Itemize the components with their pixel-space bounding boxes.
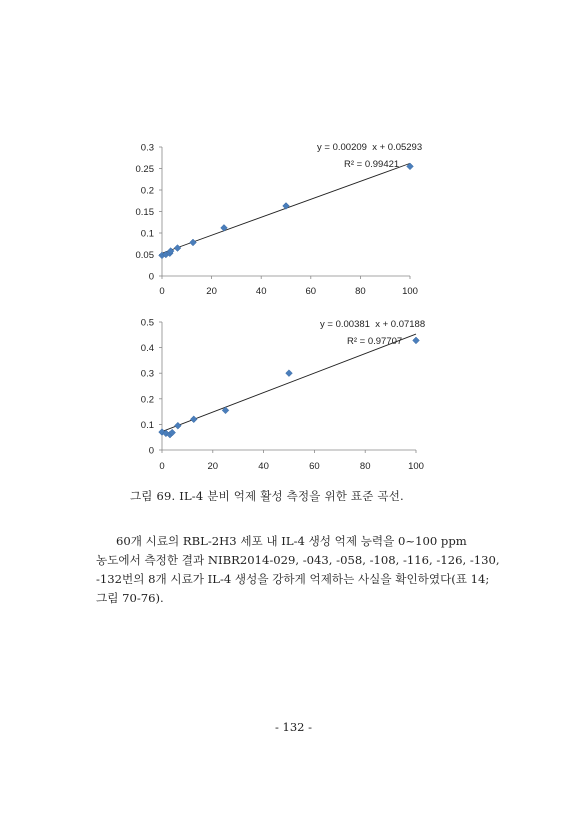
trendline-equation: y = 0.00381 x + 0.07188 (320, 319, 426, 330)
y-tick-label: 0.5 (140, 317, 154, 329)
x-tick-label: 80 (359, 461, 371, 472)
data-point (283, 203, 290, 210)
trendline-equation: y = 0.00209 x + 0.05293 (317, 142, 423, 153)
y-tick-label: 0 (148, 445, 154, 457)
y-tick-label: 0.25 (135, 164, 154, 175)
x-tick-label: 100 (402, 286, 418, 297)
chart-2-svg (0, 312, 587, 482)
x-tick-label: 0 (159, 461, 165, 472)
x-tick-label: 40 (255, 286, 267, 297)
trendline (162, 334, 416, 432)
y-tick-label: 0 (148, 271, 154, 283)
x-tick-label: 20 (207, 461, 219, 472)
figure-caption: 그림 69. IL-4 분비 억제 활성 측정을 위한 표준 곡선. (130, 489, 404, 503)
data-point (190, 416, 197, 423)
page-number: - 132 - (274, 720, 313, 734)
data-point (413, 337, 420, 344)
y-tick-label: 0.1 (140, 419, 154, 431)
data-point (286, 370, 293, 377)
x-tick-label: 0 (159, 286, 165, 297)
standard-curve-chart-1 (0, 138, 587, 306)
y-tick-label: 0.1 (140, 228, 154, 240)
y-tick-label: 0.05 (135, 250, 154, 261)
y-tick-label: 0.4 (140, 343, 154, 355)
chart-1-svg (0, 138, 587, 306)
x-tick-label: 60 (305, 286, 317, 297)
x-tick-label: 40 (258, 461, 269, 472)
x-tick-label: 100 (408, 461, 424, 472)
body-line: 그림 70-76). (96, 591, 164, 605)
body-paragraph (96, 532, 500, 608)
y-tick-label: 0.2 (140, 394, 154, 406)
data-point (174, 245, 181, 252)
body-line: 농도에서 측정한 결과 NIBR2014-029, -043, -058, -108, -116, -126, -130, (96, 553, 500, 567)
data-point (190, 239, 197, 246)
data-point (174, 422, 181, 429)
r-squared-label: R² = 0.97707 (347, 336, 403, 347)
y-tick-label: 0.15 (135, 207, 154, 218)
x-tick-label: 20 (206, 286, 217, 297)
body-line: 60개 시료의 RBL-2H3 세포 내 IL-4 생성 억제 능력을 0~100 ppm (116, 534, 467, 548)
x-tick-label: 80 (355, 286, 366, 297)
r-squared-label: R² = 0.99421 (344, 159, 400, 170)
y-tick-label: 0.3 (140, 142, 154, 154)
standard-curve-chart-2 (0, 312, 587, 482)
body-line: -132번의 8개 시료가 IL-4 생성을 강하게 억제하는 사실을 확인하였다(표 14; (96, 572, 490, 586)
x-tick-label: 60 (309, 461, 320, 472)
y-tick-label: 0.2 (140, 185, 154, 197)
y-tick-label: 0.3 (140, 368, 154, 380)
